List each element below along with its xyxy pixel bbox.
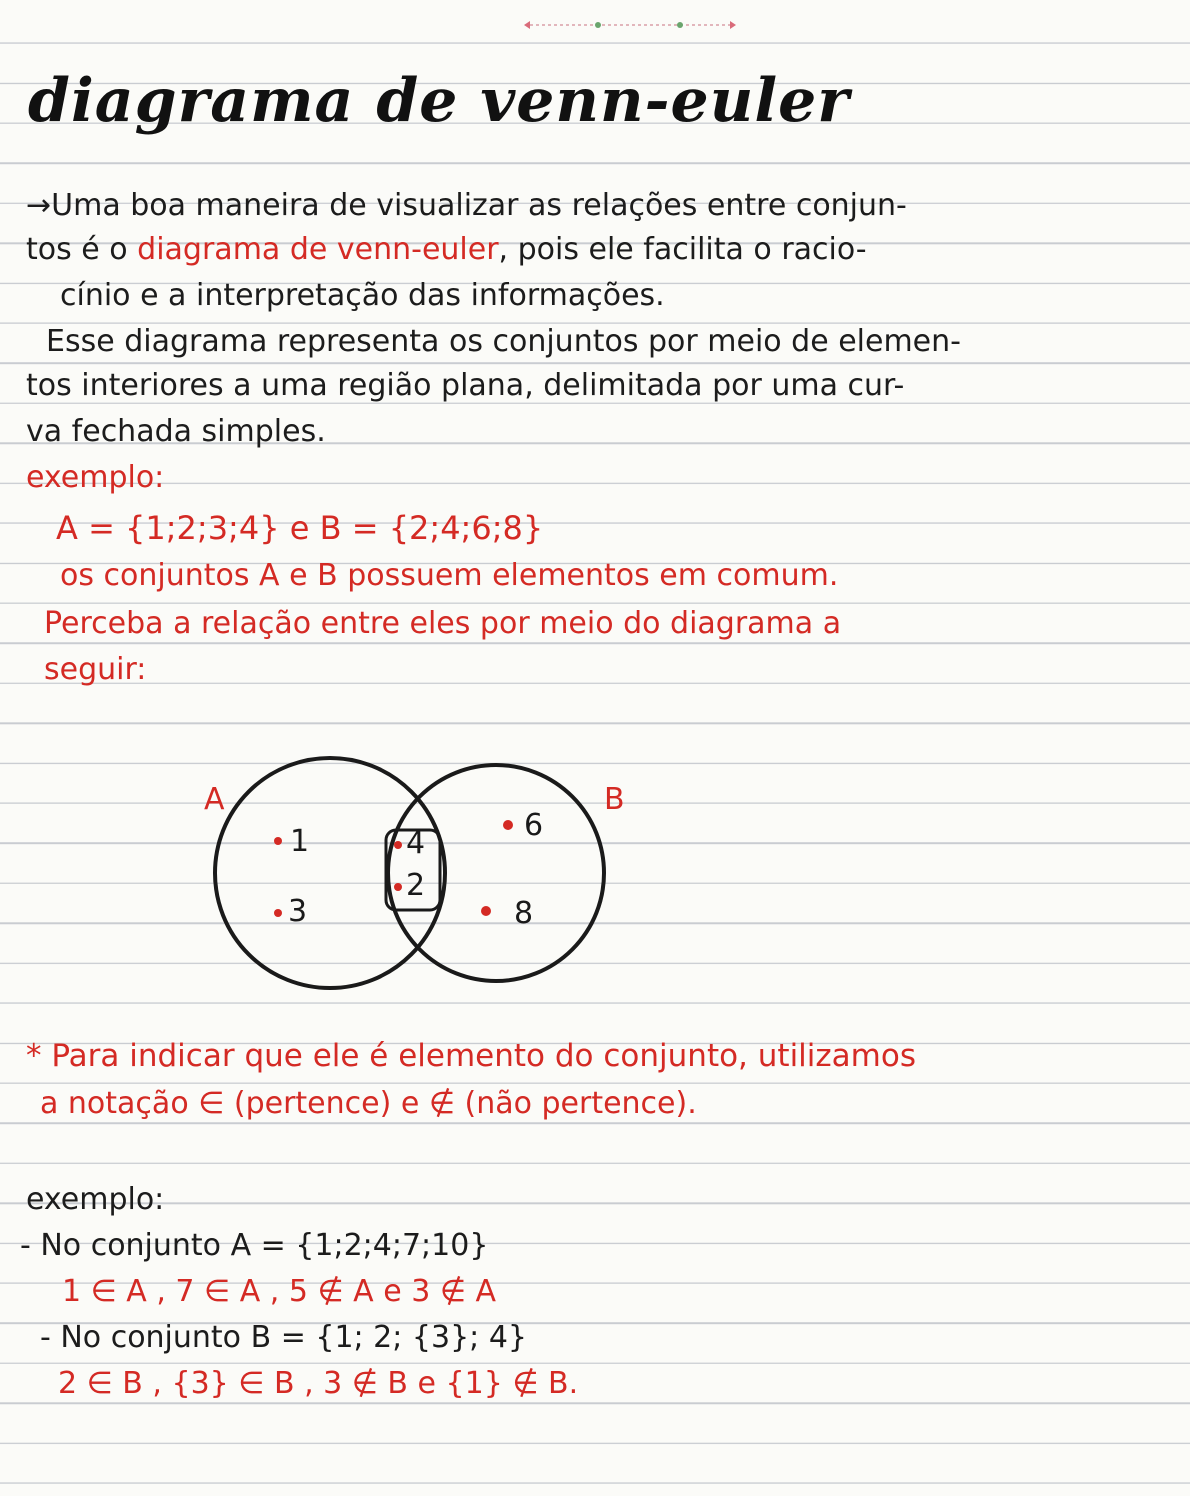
intro-line-5: tos interiores a uma região plana, delimitada por uma cur- bbox=[26, 368, 905, 403]
venn-diagram bbox=[200, 745, 630, 1015]
example2-label: exemplo: bbox=[26, 1182, 165, 1217]
example2-set-a-result: 1 ∈ A , 7 ∈ A , 5 ∉ A e 3 ∉ A bbox=[62, 1274, 497, 1309]
element-dot bbox=[503, 820, 513, 830]
label-set-a: A bbox=[204, 782, 225, 817]
label-set-b: B bbox=[604, 782, 625, 817]
intro-line-2 bbox=[26, 230, 867, 270]
intro-line-4: Esse diagrama representa os conjuntos por meio de elemen- bbox=[46, 324, 961, 359]
element-dot bbox=[394, 883, 402, 891]
intro-text: tos é o bbox=[26, 232, 138, 267]
element-dot bbox=[274, 909, 282, 917]
example-perceive-1: Perceba a relação entre eles por meio do diagrama a bbox=[44, 606, 842, 641]
highlight-term: diagrama de venn-euler bbox=[137, 232, 499, 267]
example-label: exemplo: bbox=[26, 460, 165, 495]
example-common: os conjuntos A e B possuem elementos em comum. bbox=[60, 558, 839, 593]
element-dot bbox=[481, 906, 491, 916]
example2-set-b-result: 2 ∈ B , {3} ∈ B , 3 ∉ B e {1} ∉ B. bbox=[58, 1366, 579, 1401]
element-b-1: 6 bbox=[524, 808, 544, 843]
example2-set-a: - No conjunto A = {1;2;4;7;10} bbox=[20, 1228, 489, 1263]
notation-line-1: * Para indicar que ele é elemento do conjunto, utilizamos bbox=[26, 1038, 916, 1074]
intro-text: , pois ele facilita o racio- bbox=[498, 232, 867, 267]
element-b-2: 8 bbox=[514, 896, 534, 931]
element-dot bbox=[394, 841, 402, 849]
element-both-1: 4 bbox=[406, 826, 426, 861]
example-sets: A = {1;2;3;4} e B = {2;4;6;8} bbox=[56, 509, 544, 547]
example-perceive-2: seguir: bbox=[44, 652, 147, 687]
intro-line-1: →Uma boa maneira de visualizar as relações entre conjun- bbox=[26, 188, 907, 223]
decorative-divider bbox=[520, 18, 740, 32]
page-title: diagrama de venn-euler bbox=[28, 66, 850, 136]
notation-line-2: a notação ∈ (pertence) e ∉ (não pertence). bbox=[40, 1086, 697, 1121]
intro-line-3: cínio e a interpretação das informações. bbox=[60, 278, 665, 313]
element-a-2: 3 bbox=[288, 894, 308, 929]
element-both-2: 2 bbox=[406, 868, 426, 903]
element-dot bbox=[274, 837, 282, 845]
example2-set-b: - No conjunto B = {1; 2; {3}; 4} bbox=[40, 1320, 527, 1355]
element-a-1: 1 bbox=[290, 824, 310, 859]
intro-line-6: va fechada simples. bbox=[26, 414, 326, 449]
